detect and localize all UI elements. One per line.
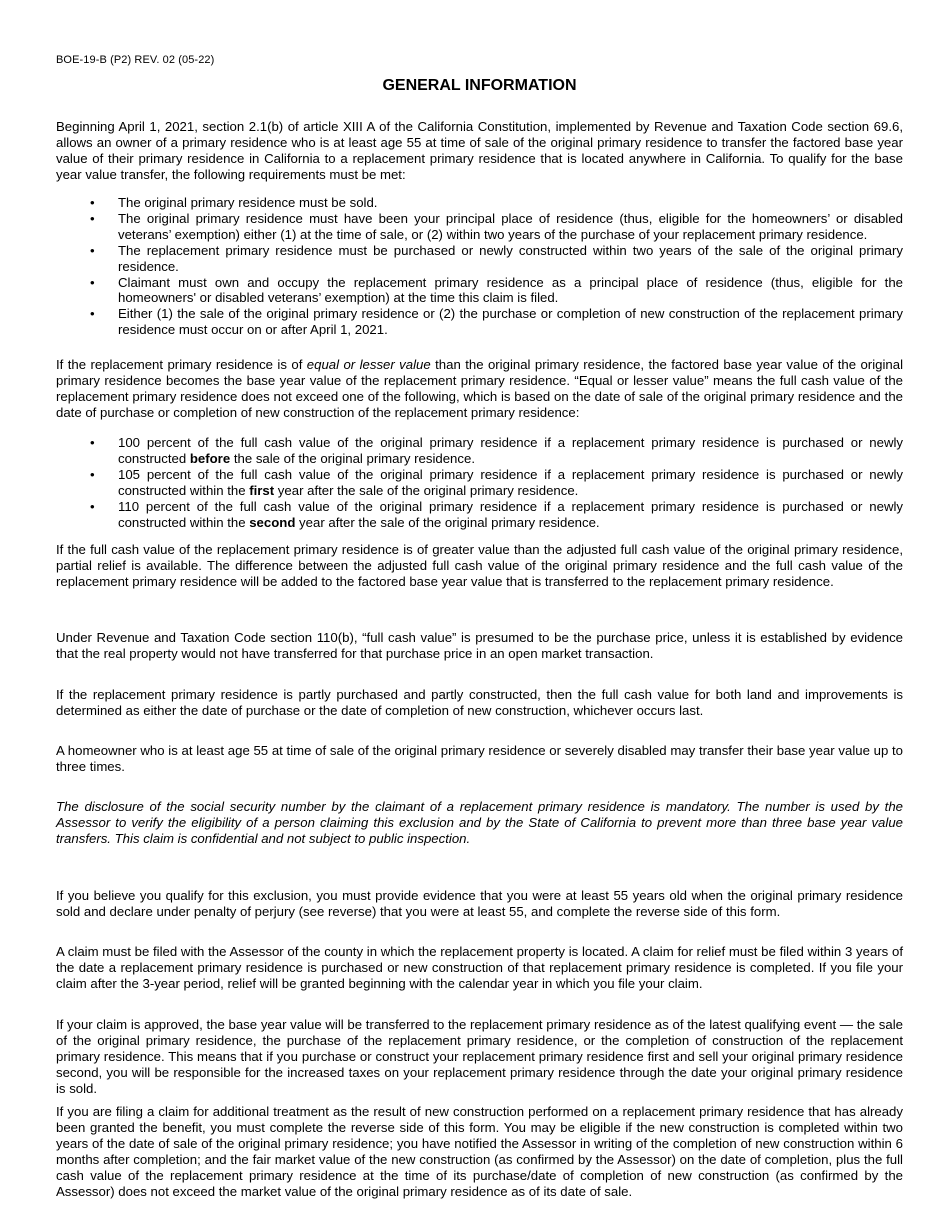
list-item: • Claimant must own and occupy the replacement primary residence as a principal place of residence (thus, eligible for the homeowners' or disabled veterans’ exemption) at the time this claim is filed. xyxy=(56,275,903,307)
evidence-paragraph: If you believe you qualify for this exclusion, you must provide evidence that you were at least 55 years old when the original primary residence sold and declare under penalty of perjury (see reverse) that you were at least 55, and complete the reverse side of this form. xyxy=(56,888,903,919)
equal-value-rest: than the original primary residence, the factored base year value of the original primary residence becomes the base year value of the replacement primary residence. “Equal or lesser value” means the full cash value of the replacement primary residence does not exceed one of the following, which is based on the date of sale of the original primary residence and the date of purchase or completion of new construction of the replacement primary residence: xyxy=(56,357,903,420)
form-id: BOE-19-B (P2) REV. 02 (05-22) xyxy=(56,54,215,66)
additional-treatment-paragraph: If you are filing a claim for additional treatment as the result of new construction performed on a replacement primary residence that has already been granted the benefit, you must complete the reverse side of this form. You may be eligible if the new construction is completed within two years of the date of sale of the original primary residence; you have notified the Assessor in writing of the completion of new construction within 6 months after completion; and the fair market value of the new construction (as confirmed by the Assessor) on the date of completion, plus the full cash value of the replacement primary residence at the time of its purchase/date of completion of new construction (as confirmed by the Assessor) does not exceed the market value of the original primary residence as of its date of sale. xyxy=(56,1104,903,1199)
list-item: • The original primary residence must be sold. xyxy=(56,195,903,211)
rule-text: 105 percent of the full cash value of the original primary residence if a replacement primary residence is purchased or newly constructed within the xyxy=(118,466,903,498)
rule-text: the sale of the original primary residence. xyxy=(230,450,475,466)
rule-emphasis: second xyxy=(249,514,296,530)
ssn-disclosure-paragraph: The disclosure of the social security number by the claimant of a replacement primary residence is mandatory. The number is used by the Assessor to verify the eligibility of a person claiming this exclusion and by the State of California to prevent more than three base year value transfers. This claim is confidential and not subject to public inspection. xyxy=(56,799,903,846)
filing-paragraph: A claim must be filed with the Assessor of the county in which the replacement property is located. A claim for relief must be filed within 3 years of the date a replacement primary residence is purchased or new construction of that replacement primary residence is completed. If you file your claim after the 3-year period, relief will be granted beginning with the calendar year in which you file your claim. xyxy=(56,944,903,991)
list-item: • The original primary residence must have been your principal place of residence (thus, eligible for the homeowners’ or disabled veterans’ exemption) either (1) at the time of sale, or (2) within two years of the purchase of your replacement primary residence. xyxy=(56,211,903,243)
list-item xyxy=(56,435,903,467)
list-item xyxy=(56,499,903,531)
approval-paragraph: If your claim is approved, the base year value will be transferred to the replacement primary residence as of the latest qualifying event — the sale of the original primary residence, the purchase of the replacement primary residence, or the completion of construction of the replacement primary residence. This means that if you purchase or construct your replacement primary residence first and sell your original primary residence second, you will be responsible for the increased taxes on your replacement primary residence through the date your original primary residence is sold. xyxy=(56,1017,903,1096)
page-title: GENERAL INFORMATION xyxy=(382,77,577,94)
full-cash-value-paragraph: Under Revenue and Taxation Code section 110(b), “full cash value” is presumed to be the purchase price, unless it is established by evidence that the real property would not have transferred for that purchase price in an open market transaction. xyxy=(56,630,903,661)
rule-text: 110 percent of the full cash value of the original primary residence if a replacement primary residence is purchased or newly constructed within the xyxy=(118,498,903,530)
list-item: • Either (1) the sale of the original primary residence or (2) the purchase or completion of new construction of the replacement primary residence must occur on or after April 1, 2021. xyxy=(56,306,903,338)
three-times-paragraph: A homeowner who is at least age 55 at time of sale of the original primary residence or severely disabled may transfer their base year value up to three times. xyxy=(56,743,903,774)
list-item xyxy=(56,467,903,499)
rule-emphasis: first xyxy=(249,482,275,498)
greater-value-paragraph: If the full cash value of the replacement primary residence is of greater value than the adjusted full cash value of the original primary residence, partial relief is available. The difference between the adjusted full cash value of the original primary residence and the full cash value of the replacement primary residence will be added to the factored base year value that is transferred to the replacement primary residence. xyxy=(56,542,903,589)
intro-paragraph: Beginning April 1, 2021, section 2.1(b) of article XIII A of the California Constitution, implemented by Revenue and Taxation Code section 69.6, allows an owner of a primary residence who is at least age 55 at time of sale of the original primary residence to transfer the factored base year value of their primary residence in California to a replacement primary residence that is located anywhere in California. To qualify for the base year value transfer, the following requirements must be met: xyxy=(56,119,903,182)
rule-text: year after the sale of the original primary residence. xyxy=(274,482,579,498)
rule-text: 100 percent of the full cash value of the original primary residence if a replacement primary residence is purchased or newly constructed xyxy=(118,435,903,466)
percent-rules-list xyxy=(56,435,903,530)
list-item: • The replacement primary residence must be purchased or newly constructed within two years of the sale of the original primary residence. xyxy=(56,243,903,275)
equal-value-lead: If the replacement primary residence is of xyxy=(56,357,307,372)
partly-constructed-paragraph: If the replacement primary residence is partly purchased and partly constructed, then the full cash value for both land and improvements is determined as either the date of purchase or the date of completion of new construction, whichever occurs last. xyxy=(56,687,903,718)
rule-text: year after the sale of the original primary residence. xyxy=(295,514,600,530)
rule-emphasis: before xyxy=(189,450,231,466)
requirements-list xyxy=(56,195,903,338)
equal-value-emphasis: equal or lesser value xyxy=(306,357,431,372)
equal-value-paragraph xyxy=(56,357,903,421)
